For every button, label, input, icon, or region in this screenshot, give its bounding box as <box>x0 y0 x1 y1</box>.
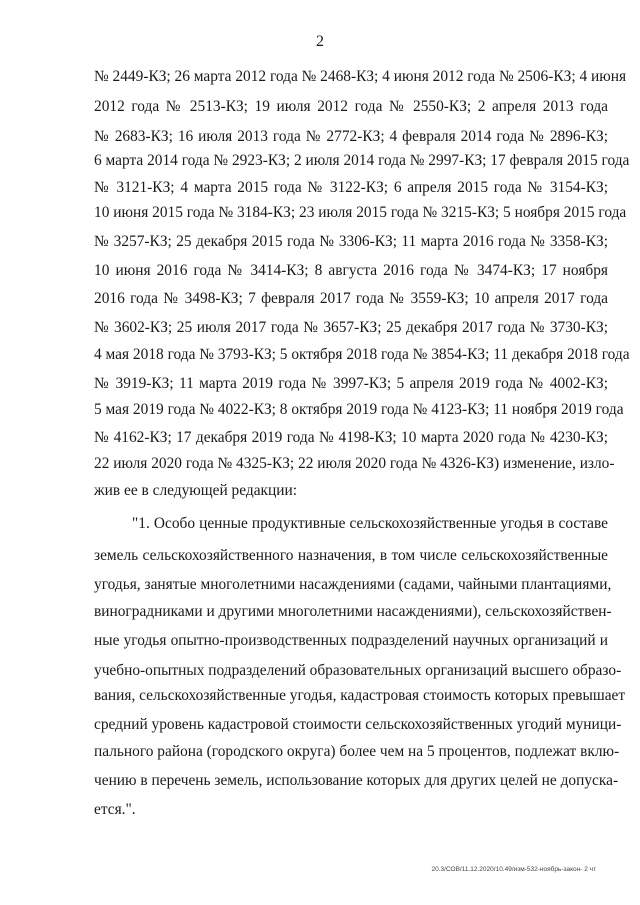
text-line: учебно-опытных подразделений образовательных организаций высшего образо- <box>94 662 622 679</box>
text-line: 10 июня 2016 года № 3414-КЗ; 8 августа 2016 года № 3474-КЗ; 17 ноября <box>94 262 608 279</box>
text-line: вания, сельскохозяйственные угодья, кадастровая стоимость которых превышает <box>94 687 626 704</box>
text-line: № 3919-КЗ; 11 марта 2019 года № 3997-КЗ; 5 апреля 2019 года № 4002-КЗ; <box>94 375 608 392</box>
text-line: 5 мая 2019 года № 4022-КЗ; 8 октября 2019 года № 4123-КЗ; 11 ноября 2019 года <box>94 401 624 418</box>
page-number: 2 <box>316 33 324 50</box>
text-line: ные угодья опытно-производственных подразделений научных организаций и <box>94 632 608 649</box>
text-line: 2012 года № 2513-КЗ; 19 июля 2012 года № 2550-КЗ; 2 апреля 2013 года <box>94 98 608 115</box>
footer-document-code: 20.3/СОВ/11.12.2020/10.49/изм-532-ноябрь-закон- 2 чт <box>431 866 596 873</box>
text-line: 6 марта 2014 года № 2923-КЗ; 2 июля 2014 года № 2997-КЗ; 17 февраля 2015 года <box>94 152 630 169</box>
text-line: 4 мая 2018 года № 3793-КЗ; 5 октября 2018 года № 3854-КЗ; 11 декабря 2018 года <box>94 346 630 363</box>
text-line: № 2449-КЗ; 26 марта 2012 года № 2468-КЗ; 4 июня 2012 года № 2506-КЗ; 4 июня <box>94 68 627 85</box>
text-line: виноградниками и другими многолетними насаждениями), сельскохозяйствен- <box>94 603 612 620</box>
text-line: № 3257-КЗ; 25 декабря 2015 года № 3306-КЗ; 11 марта 2016 года № 3358-КЗ; <box>94 233 608 250</box>
text-line: № 3602-КЗ; 25 июля 2017 года № 3657-КЗ; 25 декабря 2017 года № 3730-КЗ; <box>94 319 608 336</box>
text-line: № 2683-КЗ; 16 июля 2013 года № 2772-КЗ; 4 февраля 2014 года № 2896-КЗ; <box>94 128 608 145</box>
text-line: № 4162-КЗ; 17 декабря 2019 года № 4198-КЗ; 10 марта 2020 года № 4230-КЗ; <box>94 429 608 446</box>
text-line: 10 июня 2015 года № 3184-КЗ; 23 июля 2015 года № 3215-КЗ; 5 ноября 2015 года <box>94 204 627 221</box>
text-line: средний уровень кадастровой стоимости сельскохозяйственных угодий муници- <box>94 716 622 733</box>
text-line: № 3121-КЗ; 4 марта 2015 года № 3122-КЗ; 6 апреля 2015 года № 3154-КЗ; <box>94 179 608 196</box>
text-line: чению в перечень земель, использование которых для других целей не допуска- <box>94 772 619 789</box>
text-line: угодья, занятые многолетними насаждениями (садами, чайными плантациями, <box>94 576 612 593</box>
text-line: 22 июля 2020 года № 4325-КЗ; 22 июля 2020 года № 4326-КЗ) изменение, изло- <box>94 455 615 472</box>
text-line: 2016 года № 3498-КЗ; 7 февраля 2017 года № 3559-КЗ; 10 апреля 2017 года <box>94 290 608 307</box>
text-line: жив ее в следующей редакции: <box>94 482 297 499</box>
text-line: ется.". <box>94 801 136 818</box>
text-line: пального района (городского округа) более чем на 5 процентов, подлежат вклю- <box>94 743 620 760</box>
text-line: "1. Особо ценные продуктивные сельскохозяйственные угодья в составе <box>132 515 608 532</box>
text-line: земель сельскохозяйственного назначения, в том числе сельскохозяйственные <box>94 547 608 564</box>
